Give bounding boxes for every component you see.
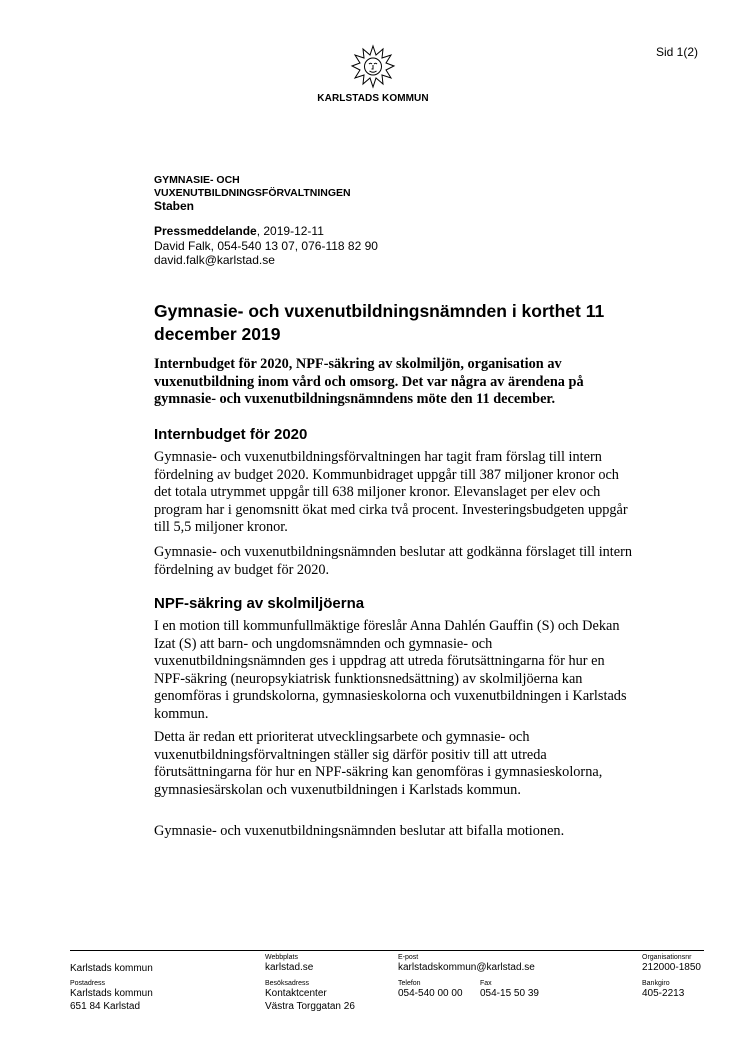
release-label: Pressmeddelande: [154, 224, 257, 238]
footer-visit-label: Besöksadress: [265, 980, 309, 987]
footer-email-value: karlstadskommun@karlstad.se: [398, 962, 535, 973]
section-paragraph: Gymnasie- och vuxenutbildningsförvaltningen har tagit fram förslag till intern fördelning av budget 2020. Kommunbidraget uppgår till 387 miljoner kronor och det totala utrymmet uppgår till 638 miljoner kronor. Elevanslaget per elev och program har i genomsnitt ökat med cirka två procent. Investeringsbudgeten uppgår till 5,5 miljoner kronor.: [154, 449, 628, 536]
department-line: GYMNASIE- OCH: [154, 174, 240, 186]
page-number: Sid 1(2): [656, 45, 699, 59]
footer-web-value: karlstad.se: [265, 962, 314, 973]
article-lead: Internbudget för 2020, NPF-säkring av skolmiljön, organisation av vuxenutbildning inom vård och omsorg. Det var några av ärendena på gymnasie- och vuxenutbildningsnämndens möte den 11 december.: [154, 356, 584, 407]
footer-fax-value: 054-15 50 39: [480, 988, 539, 999]
footer-bankgiro-value: 405-2213: [642, 988, 685, 999]
contact-email: david.falk@karlstad.se: [154, 253, 275, 267]
footer-visit-line: Västra Torggatan 26: [265, 1001, 355, 1012]
section-paragraph: Detta är redan ett prioriterat utvecklingsarbete och gymnasie- och vuxenutbildningsförvaltningen ställer sig därför positiv till att utreda förutsättningarna för hur en NPF-säkring kan genomföras i gymnasieskolorna, gymnasiesärskolan och vuxenutbildningen i Karlstads kommun.: [154, 729, 603, 798]
sun-logo-icon: [350, 44, 396, 90]
footer-phone-value: 054-540 00 00: [398, 988, 463, 999]
section-paragraph: I en motion till kommunfullmäktige föreslår Anna Dahlén Gauffin (S) och Dekan Izat (S) att barn- och ungdomsnämnden och gymnasie- och vuxenutbildningsnämnden ges i uppdrag att utreda förutsättningarna för hur en NPF-säkring (neuropsykiatrisk funktionsnedsättning) av skolmiljöerna kan genomföras i grundskolorna, gymnasieskolorna och vuxenutbildningen i Karlstads kommun.: [154, 618, 627, 722]
logo-text: KARLSTADS KOMMUN: [317, 93, 429, 104]
section-paragraph: Gymnasie- och vuxenutbildningsnämnden beslutar att bifalla motionen.: [154, 823, 565, 839]
article-title: Gymnasie- och vuxenutbildningsnämnden i korthet 11 december 2019: [154, 301, 605, 344]
contact-block: [154, 224, 378, 268]
footer-web-label: Webbplats: [265, 954, 298, 961]
footer-divider: [70, 950, 704, 951]
footer-bankgiro-label: Bankgiro: [642, 980, 670, 987]
footer-phone-label: Telefon: [398, 980, 421, 987]
section-heading-npf: NPF-säkring av skolmiljöerna: [154, 595, 365, 612]
contact-line: David Falk, 054-540 13 07, 076-118 82 90: [154, 238, 378, 253]
release-date: , 2019-12-11: [256, 224, 324, 238]
footer-orgnr-value: 212000-1850: [642, 962, 701, 973]
logo: [300, 44, 446, 104]
department-line: VUXENUTBILDNINGSFÖRVALTNINGEN: [154, 187, 351, 199]
department-block: [154, 174, 351, 213]
release-line: [154, 224, 378, 239]
section-paragraph: Gymnasie- och vuxenutbildningsnämnden beslutar att godkänna förslaget till intern fördelning av budget för 2020.: [154, 544, 633, 578]
department-unit: Staben: [154, 199, 195, 213]
footer-postal-line: 651 84 Karlstad: [70, 1001, 141, 1012]
footer-orgnr-label: Organisationsnr: [642, 954, 692, 961]
footer-visit-line: Kontaktcenter: [265, 988, 327, 999]
footer-postal-label: Postadress: [70, 980, 106, 987]
footer-postal-line: Karlstads kommun: [70, 988, 153, 999]
footer-fax-label: Fax: [480, 980, 492, 987]
footer-org-name: Karlstads kommun: [70, 963, 153, 974]
footer-email-label: E-post: [398, 954, 419, 961]
section-heading-internbudget: Internbudget för 2020: [154, 426, 308, 443]
